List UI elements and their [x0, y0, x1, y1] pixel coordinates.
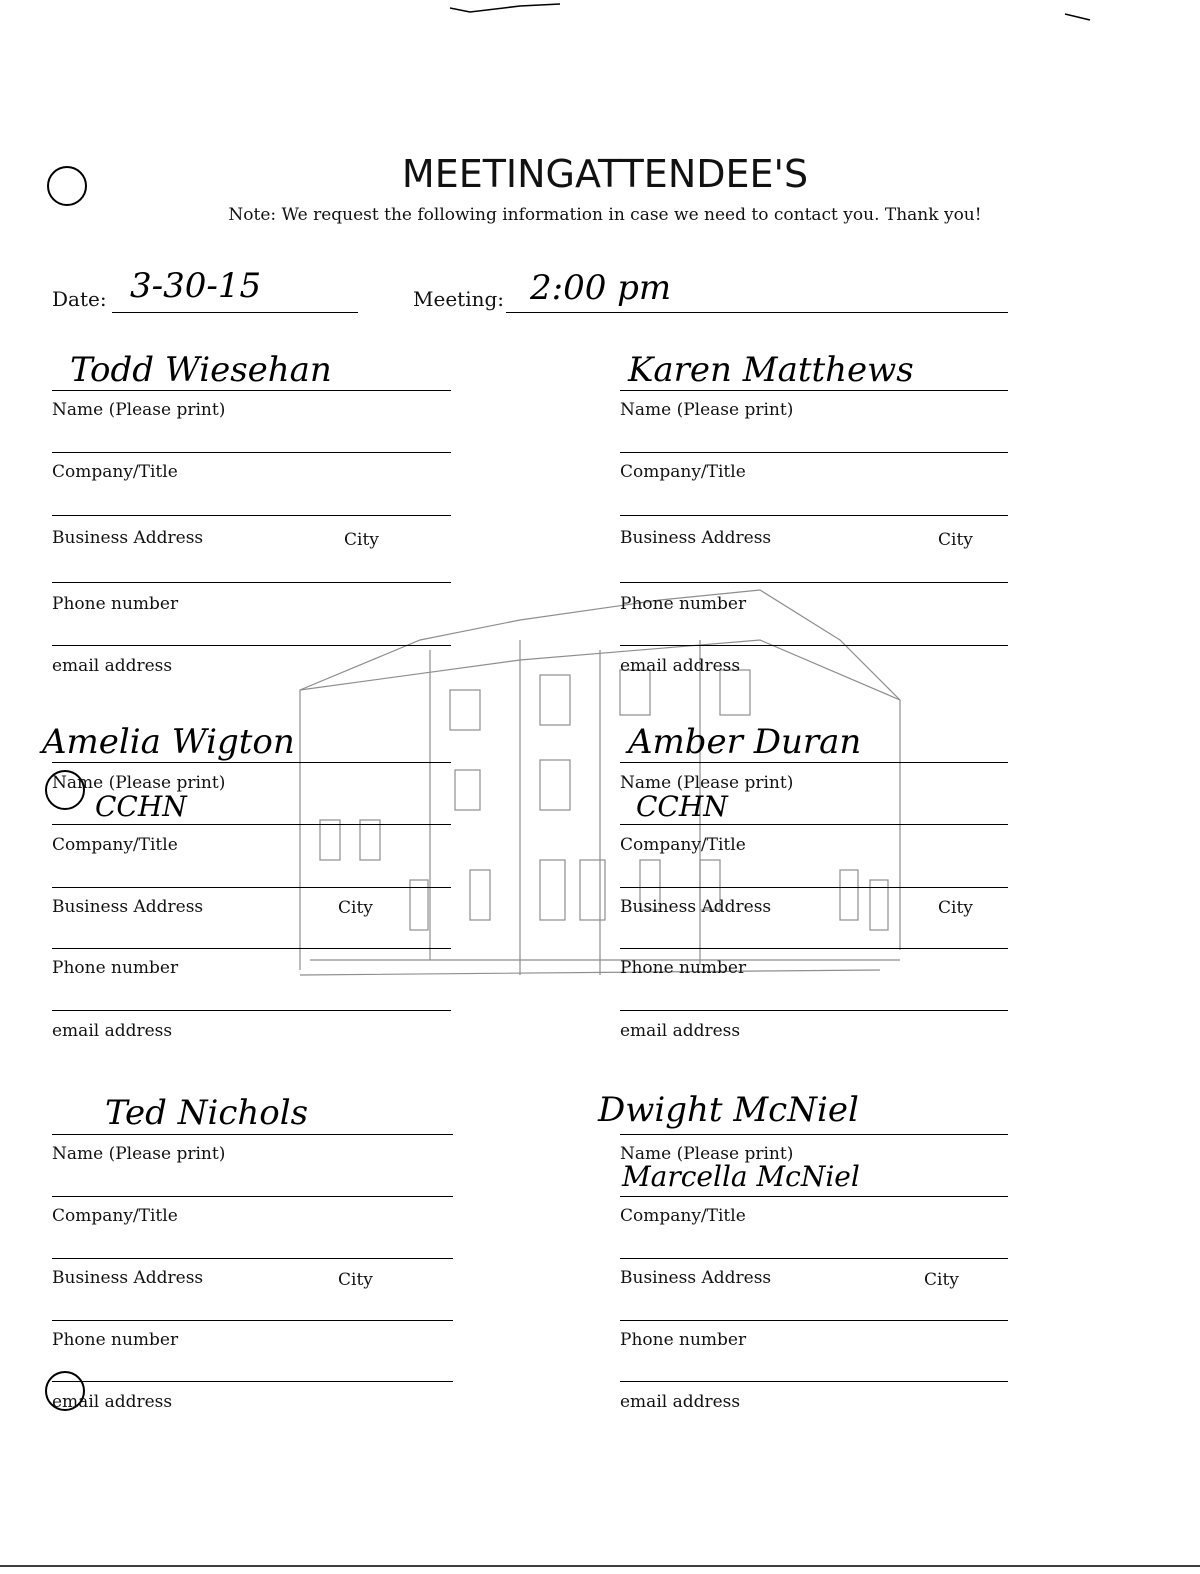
email-line — [620, 645, 1008, 646]
name-label: Name (Please print) — [620, 400, 794, 420]
email-label: email address — [620, 1392, 741, 1412]
company-line — [52, 452, 451, 453]
phone-line — [52, 582, 451, 583]
phone-label: Phone number — [52, 958, 179, 978]
email-label: email address — [52, 1392, 173, 1412]
address-line — [52, 515, 451, 516]
name-line — [52, 1134, 453, 1135]
address-line — [620, 515, 1008, 516]
attendee-name-value[interactable]: Karen Matthews — [628, 350, 914, 390]
city-label: City — [924, 1270, 959, 1290]
phone-line — [620, 582, 1008, 583]
address-label: Business Address — [52, 897, 204, 917]
company-label: Company/Title — [620, 462, 746, 482]
address-line — [52, 1258, 453, 1259]
attendee-name-value[interactable]: Todd Wiesehan — [70, 350, 332, 390]
company-label: Company/Title — [52, 1206, 178, 1226]
meeting-line — [506, 312, 1008, 313]
address-label: Business Address — [620, 528, 772, 548]
city-label: City — [938, 530, 973, 550]
email-label: email address — [620, 656, 741, 676]
company-label: Company/Title — [52, 835, 178, 855]
email-line — [620, 1010, 1008, 1011]
company-label: Company/Title — [52, 462, 178, 482]
name-line — [620, 1134, 1008, 1135]
date-line — [112, 312, 358, 313]
name-line — [620, 390, 1008, 391]
page-title: MEETINGATTENDEE'S — [401, 152, 809, 196]
phone-line — [52, 1320, 453, 1321]
phone-label: Phone number — [620, 958, 747, 978]
city-label: City — [338, 898, 373, 918]
phone-label: Phone number — [620, 1330, 747, 1350]
attendee-company-value[interactable]: Marcella McNiel — [622, 1160, 860, 1193]
date-label: Date: — [52, 287, 107, 311]
address-label: Business Address — [52, 528, 204, 548]
company-line — [620, 824, 1008, 825]
company-line — [620, 452, 1008, 453]
name-label: Name (Please print) — [52, 400, 226, 420]
phone-line — [52, 948, 451, 949]
company-label: Company/Title — [620, 1206, 746, 1226]
name-label: Name (Please print) — [52, 773, 226, 793]
address-label: Business Address — [620, 897, 772, 917]
phone-line — [620, 1320, 1008, 1321]
name-line — [620, 762, 1008, 763]
attendee-name-value[interactable]: Ted Nichols — [105, 1093, 309, 1133]
email-label: email address — [620, 1021, 741, 1041]
attendee-company-value[interactable]: CCHN — [636, 790, 728, 823]
attendee-company-value[interactable]: CCHN — [95, 790, 187, 823]
attendee-name-value[interactable]: Amber Duran — [628, 722, 862, 762]
company-line — [52, 824, 451, 825]
company-line — [52, 1196, 453, 1197]
address-line — [52, 887, 451, 888]
city-label: City — [338, 1270, 373, 1290]
attendee-name-value[interactable]: Amelia Wigton — [42, 722, 295, 762]
email-label: email address — [52, 656, 173, 676]
company-label: Company/Title — [620, 835, 746, 855]
date-value[interactable]: 3-30-15 — [130, 266, 262, 306]
city-label: City — [344, 530, 379, 550]
attendee-name-value[interactable]: Dwight McNiel — [598, 1090, 859, 1130]
address-line — [620, 1258, 1008, 1259]
name-label: Name (Please print) — [52, 1144, 226, 1164]
email-line — [52, 1010, 451, 1011]
phone-line — [620, 948, 1008, 949]
email-line — [620, 1381, 1008, 1382]
email-label: email address — [52, 1021, 173, 1041]
meeting-label: Meeting: — [413, 287, 505, 311]
name-line — [52, 762, 451, 763]
contact-note: Note: We request the following information in case we need to contact you. Thank you! — [228, 205, 982, 225]
email-line — [52, 1381, 453, 1382]
company-line — [620, 1196, 1008, 1197]
phone-label: Phone number — [620, 594, 747, 614]
address-label: Business Address — [52, 1268, 204, 1288]
name-label: Name (Please print) — [620, 773, 794, 793]
meeting-value[interactable]: 2:00 pm — [530, 268, 672, 308]
address-label: Business Address — [620, 1268, 772, 1288]
name-label: Name (Please print) — [620, 1144, 794, 1164]
email-line — [52, 645, 451, 646]
phone-label: Phone number — [52, 594, 179, 614]
city-label: City — [938, 898, 973, 918]
name-line — [52, 390, 451, 391]
address-line — [620, 887, 1008, 888]
phone-label: Phone number — [52, 1330, 179, 1350]
